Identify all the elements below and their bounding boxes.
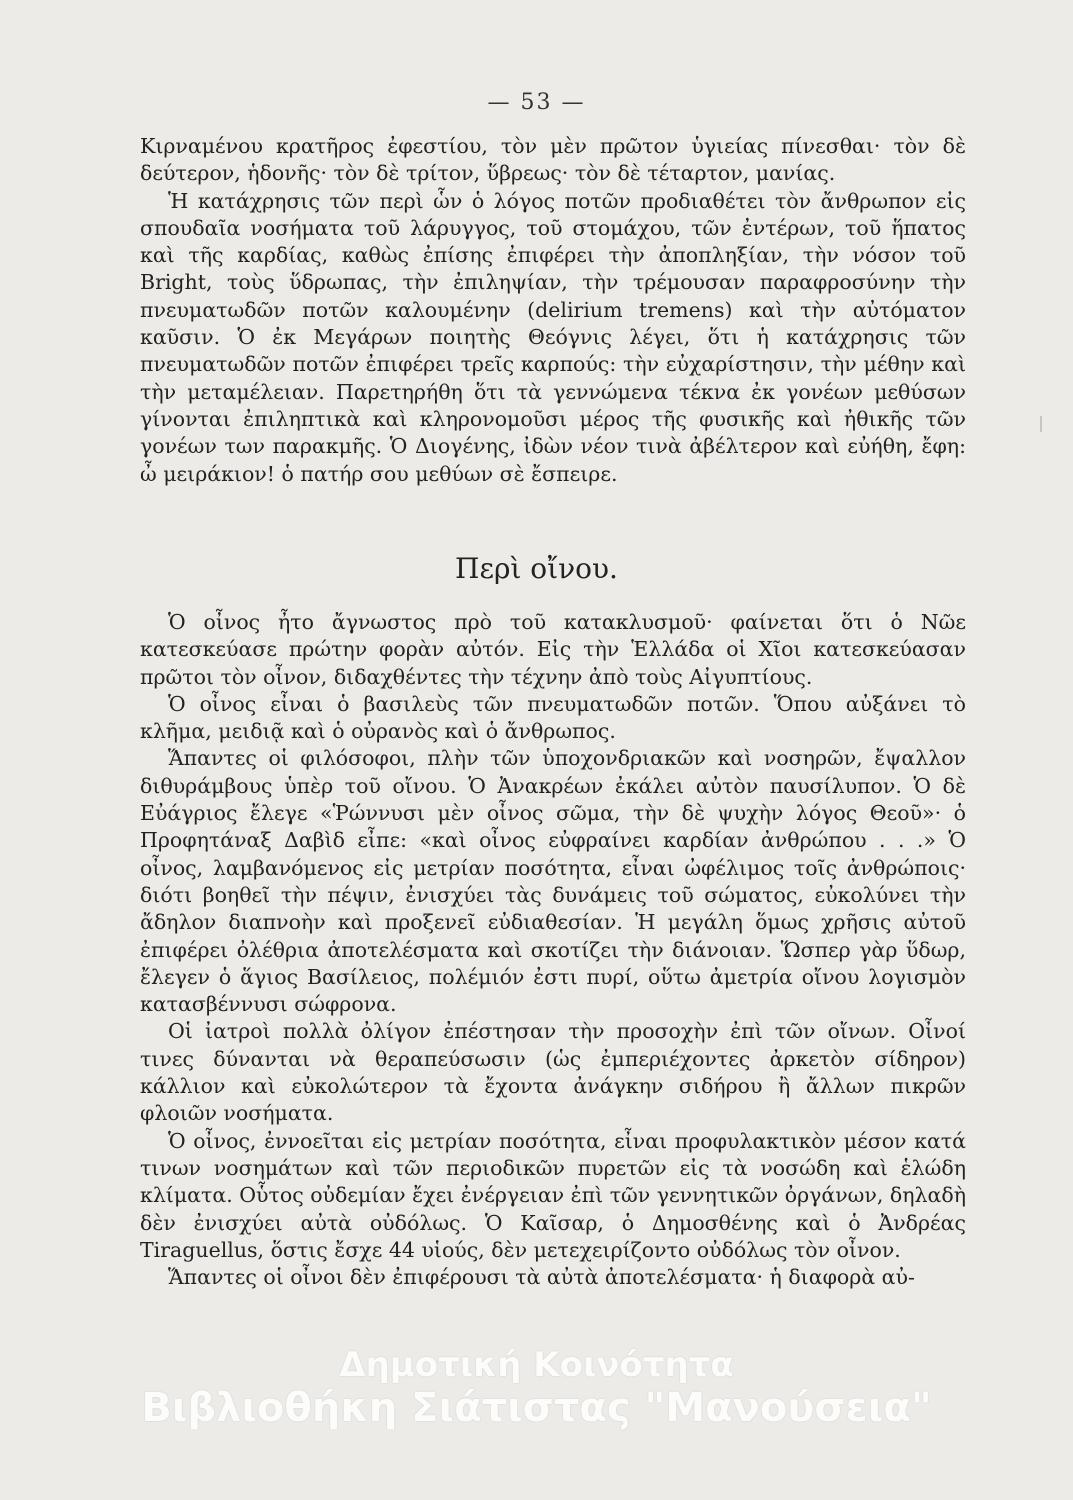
watermark-line-1: Δημοτική Κοινότητα (339, 1345, 734, 1385)
paragraph: Ἅπαντες οἱ οἶνοι δὲν ἐπιφέρουσι τὰ αὐτὰ ἀποτελέσματα· ἡ διαφορὰ αὐ- (168, 1265, 915, 1290)
page-number: — 53 — (487, 90, 586, 115)
paragraph: Οἱ ἰατροὶ πολλὰ ὀλίγον ἐπέστησαν τὴν προσοχὴν ἐπὶ τῶν οἴνων. Οἶνοί τινες δύνανται νὰ θεραπεύσωσιν (ὡς ἐμπεριέχοντες ἀρκετὸν σίδηρον) κάλλιον καὶ εὐκολώτερον τὰ ἔχοντα ἀνάγκην σιδήρου ἢ ἄλλων πικρῶν φλοιῶν νοσήματα. (140, 1019, 966, 1126)
paragraph: Ὁ οἶνος, ἐννοεῖται εἰς μετρίαν ποσότητα, εἶναι προφυλακτικὸν μέσον κατά τινων νοσημάτων καὶ τῶν περιοδικῶν πυρετῶν εἰς τὰ νοσώδη καὶ ἑλώδη κλίματα. Οὗτος οὐδεμίαν ἔχει ἐνέργειαν ἐπὶ τῶν γεννητικῶν ὀργάνων, δηλαδὴ δὲν ἐνισχύει αὐτὰ οὐδόλως. Ὁ Καῖσαρ, ὁ Δημοσθένης καὶ ὁ Ἀνδρέας Tiraguellus, ὅστις ἔσχε 44 υἱούς, δὲν μετεχειρίζοντο οὐδόλως τὸν οἶνον. (140, 1128, 966, 1262)
paragraph: Ὁ οἶνος εἶναι ὁ βασιλεὺς τῶν πνευματωδῶν ποτῶν. Ὅπου αὐξάνει τὸ κλῆμα, μειδιᾷ καὶ ὁ οὐρανὸς καὶ ὁ ἄνθρωπος. (140, 691, 966, 744)
margin-mark (1040, 416, 1056, 432)
paragraph: Ὁ οἶνος ἦτο ἄγνωστος πρὸ τοῦ κατακλυσμοῦ· φαίνεται ὅτι ὁ Νῶε κατεσκεύασε πρώτην φορὰν αὐτόν. Εἰς τὴν Ἑλλάδα οἱ Χῖοι κατεσκεύασαν πρῶτοι τὸν οἶνον, διδαχθέντες τὴν τέχνην ἀπὸ τοὺς Αἰγυπτίους. (140, 610, 966, 689)
paragraph: Κιρναμένου κρατῆρος ἐφεστίου, τὸν μὲν πρῶτον ὑγιείας πίνεσθαι· τὸν δὲ δεύτερον, ἡδονῆς· τὸν δὲ τρίτον, ὕβρεως· τὸν δὲ τέταρτον, μανίας. (140, 134, 966, 186)
text-block-wine (140, 609, 966, 1291)
watermark-line-2: Βιβλιοθήκη Σιάτιστας "Μανούσεια" (141, 1385, 932, 1431)
section-heading: Περὶ οἴνου. (455, 552, 618, 585)
text-block-intro (140, 133, 966, 488)
paragraph: Ἅπαντες οἱ φιλόσοφοι, πλὴν τῶν ὑποχονδριακῶν καὶ νοσηρῶν, ἔψαλλον διθυράμβους ὑπὲρ τοῦ οἴνου. Ὁ Ἀνακρέων ἐκάλει αὐτὸν παυσίλυπον. Ὁ δὲ Εὐάγριος ἔλεγε «Ῥώννυσι μὲν οἶνος σῶμα, τὴν δὲ ψυχὴν λόγος Θεοῦ»· ὁ Προφητάναξ Δαβὶδ εἶπε: «καὶ οἶνος εὐφραίνει καρδίαν ἀνθρώπου . . .» Ὁ οἶνος, λαμβανόμενος εἰς μετρίαν ποσότητα, εἶναι ὠφέλιμος τοῖς ἀνθρώποις· διότι βοηθεῖ τὴν πέψιν, ἐνισχύει τὰς δυνάμεις τοῦ σώματος, εὐκολύνει τὴν ἄδηλον διαπνοὴν καὶ προξενεῖ εὐδιαθεσίαν. Ἡ μεγάλη ὅμως χρῆσις αὐτοῦ ἐπιφέρει ὀλέθρια ἀποτελέσματα καὶ σκοτίζει τὴν διάνοιαν. Ὥσπερ γὰρ ὕδωρ, ἔλεγεν ὁ ἅγιος Βασίλειος, πολέμιόν ἐστι πυρί, οὕτω ἀμετρία οἴνου λογισμὸν κατασβέννυσι σώφρονα. (140, 746, 966, 1017)
paragraph: Ἡ κατάχρησις τῶν περὶ ὧν ὁ λόγος ποτῶν προδιαθέτει τὸν ἄνθρωπον εἰς σπουδαῖα νοσήματα τοῦ λάρυγγος, τοῦ στομάχου, τῶν ἐντέρων, τοῦ ἥπατος καὶ τῆς καρδίας, καθὼς ἐπίσης ἐπιφέρει τὴν ἀποπληξίαν, τὴν νόσον τοῦ Bright, τοὺς ὕδρωπας, τὴν ἐπιληψίαν, τὴν τρέμουσαν παραφροσύνην τὴν πνευματωδῶν ποτῶν καλουμένην (delirium tremens) καὶ τὴν αὐτόματον καῦσιν. Ὁ ἐκ Μεγάρων ποιητὴς Θεόγνις λέγει, ὅτι ἡ κατάχρησις τῶν πνευματωδῶν ποτῶν ἐπιφέρει τρεῖς καρπούς: τὴν εὐχαρίστησιν, τὴν μέθην καὶ τὴν μεταμέλειαν. Παρετηρήθη ὅτι τὰ γεννώμενα τέκνα ἐκ γονέων μεθύσων γίνονται ἐπιληπτικὰ καὶ κληρονομοῦσι μέρος τῆς φυσικῆς καὶ ἠθικῆς τῶν γονέων των παρακμῆς. Ὁ Διογένης, ἰδὼν νέον τινὰ ἀβέλτερον καὶ εὐήθη, ἔφη: ὦ μειράκιον! ὁ πατήρ σου μεθύων σὲ ἔσπειρε. (140, 188, 966, 486)
